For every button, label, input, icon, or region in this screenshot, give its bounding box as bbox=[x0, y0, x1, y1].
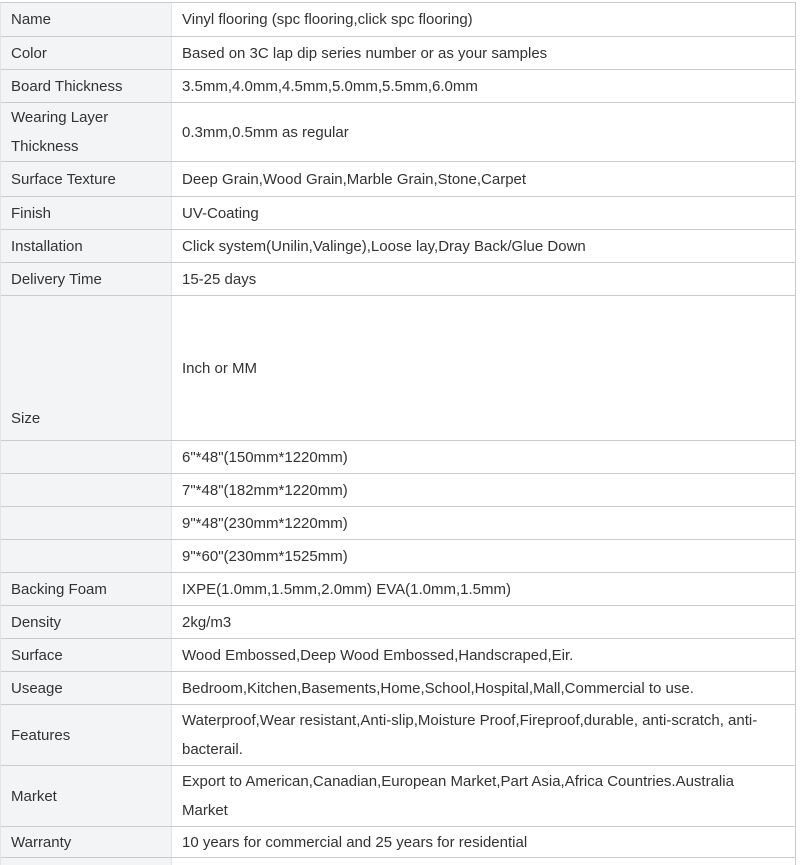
row-label: Installation bbox=[1, 230, 172, 262]
row-value: 9"*60"(230mm*1525mm) bbox=[172, 540, 795, 572]
row-label: Finish bbox=[1, 197, 172, 229]
row-value: 9"*48"(230mm*1220mm) bbox=[172, 507, 795, 539]
table-row-features bbox=[1, 705, 795, 766]
table-row-finish bbox=[1, 197, 795, 230]
row-label: Surface bbox=[1, 639, 172, 671]
row-label-empty bbox=[1, 507, 172, 539]
row-label: Wearing Layer Thickness bbox=[1, 103, 172, 161]
table-row-wearing-layer-thickness bbox=[1, 103, 795, 162]
row-label: Color bbox=[1, 37, 172, 69]
table-row-density bbox=[1, 606, 795, 639]
row-label: Size bbox=[1, 296, 172, 440]
table-row-size-option-1 bbox=[1, 441, 795, 474]
row-label-empty bbox=[1, 474, 172, 506]
table-row-delivery-time bbox=[1, 263, 795, 296]
table-row-size-option-2 bbox=[1, 474, 795, 507]
row-label: Useage bbox=[1, 672, 172, 704]
product-spec-table bbox=[0, 2, 796, 865]
row-value: Deep Grain,Wood Grain,Marble Grain,Stone,Carpet bbox=[172, 162, 795, 196]
row-label: Warranty bbox=[1, 827, 172, 857]
row-value: Vinyl flooring (spc flooring,click spc flooring) bbox=[172, 3, 795, 36]
row-label: Surface Texture bbox=[1, 162, 172, 196]
row-value: Click system(Unilin,Valinge),Loose lay,Dray Back/Glue Down bbox=[172, 230, 795, 262]
row-label-empty bbox=[1, 540, 172, 572]
row-label: Density bbox=[1, 606, 172, 638]
table-row-size-option-4 bbox=[1, 540, 795, 573]
table-row-market bbox=[1, 766, 795, 827]
table-row-name bbox=[1, 3, 795, 37]
row-label: Board Thickness bbox=[1, 70, 172, 102]
row-value: 15-25 days bbox=[172, 263, 795, 295]
table-row-warranty bbox=[1, 827, 795, 858]
row-value: 0.3mm,0.5mm as regular bbox=[172, 103, 795, 161]
table-row-color bbox=[1, 37, 795, 70]
table-row-surface-texture bbox=[1, 162, 795, 197]
row-value: 10 years for commercial and 25 years for residential bbox=[172, 827, 795, 857]
table-row-surface bbox=[1, 639, 795, 672]
row-value: 7"*48"(182mm*1220mm) bbox=[172, 474, 795, 506]
row-value: IXPE(1.0mm,1.5mm,2.0mm) EVA(1.0mm,1.5mm) bbox=[172, 573, 795, 605]
row-value: Bedroom,Kitchen,Basements,Home,School,Hospital,Mall,Commercial to use. bbox=[172, 672, 795, 704]
table-row-installation bbox=[1, 230, 795, 263]
row-value: Waterproof,Wear resistant,Anti-slip,Moisture Proof,Fireproof,durable, anti-scratch, anti-bacterail. bbox=[172, 705, 795, 765]
row-label: Name bbox=[1, 3, 172, 36]
table-row-board-thickness bbox=[1, 70, 795, 103]
row-value: 2kg/m3 bbox=[172, 606, 795, 638]
row-label: Features bbox=[1, 705, 172, 765]
row-value: 3.5mm,4.0mm,4.5mm,5.0mm,5.5mm,6.0mm bbox=[172, 70, 795, 102]
table-row-size bbox=[1, 296, 795, 441]
row-label: Delivery Time bbox=[1, 263, 172, 295]
row-value: Based on 3C lap dip series number or as your samples bbox=[172, 37, 795, 69]
row-label: Backing Foam bbox=[1, 573, 172, 605]
row-value: Wood Embossed,Deep Wood Embossed,Handscraped,Eir. bbox=[172, 639, 795, 671]
row-label-empty bbox=[1, 441, 172, 473]
table-row-backing-foam bbox=[1, 573, 795, 606]
table-row-size-option-3 bbox=[1, 507, 795, 540]
row-label: Market bbox=[1, 766, 172, 826]
row-value: UV-Coating bbox=[172, 197, 795, 229]
row-value: Inch or MM bbox=[172, 296, 795, 440]
row-value: Export to American,Canadian,European Market,Part Asia,Africa Countries.Australia Market bbox=[172, 766, 795, 826]
row-value: 6"*48"(150mm*1220mm) bbox=[172, 441, 795, 473]
table-row-useage bbox=[1, 672, 795, 705]
